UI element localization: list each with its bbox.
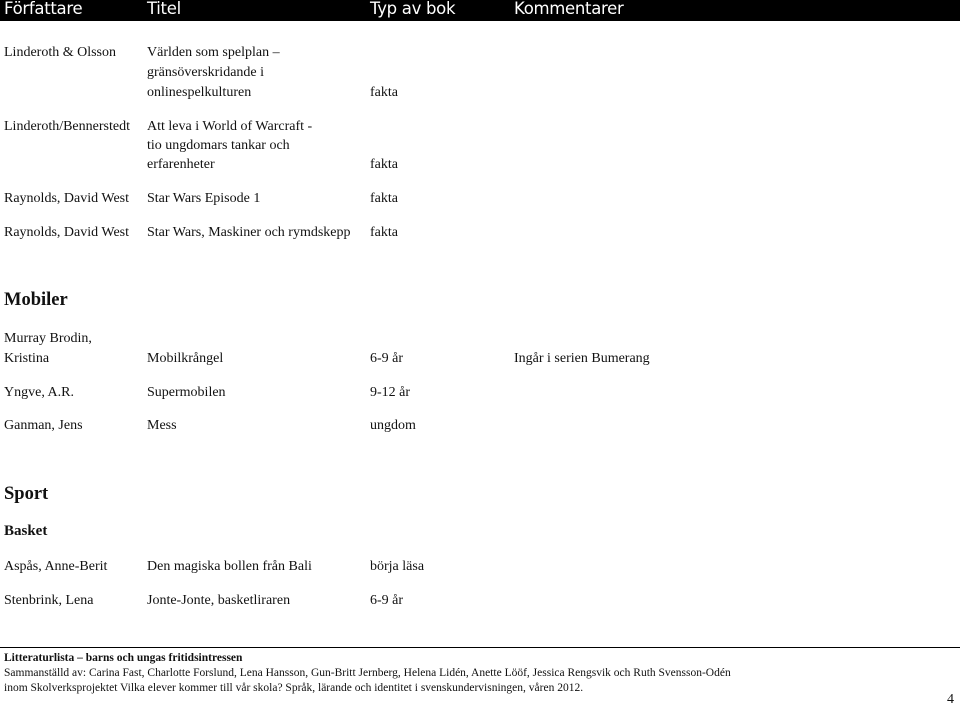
book-title: Mobilkrångel xyxy=(147,351,224,366)
book-author: Yngve, A.R. xyxy=(4,385,74,400)
book-author: Aspås, Anne-Berit xyxy=(4,559,108,574)
header-type: Typ av bok xyxy=(370,0,456,18)
book-author-line: Kristina xyxy=(4,351,50,366)
book-title-line: Världen som spelplan – xyxy=(147,45,280,60)
table-header-bar xyxy=(0,0,960,21)
page-number: 4 xyxy=(947,692,954,707)
book-title: Den magiska bollen från Bali xyxy=(147,559,312,574)
book-title-line: erfarenheter xyxy=(147,157,215,172)
book-author: Linderoth/Bennerstedt xyxy=(4,119,130,134)
footer-credits: Sammanställd av: Carina Fast, Charlotte Forslund, Lena Hansson, Gun-Britt Jernberg, Helena Lidén, Anette Lööf, Jessica Rengsvik och Ruth Svensson-Odén xyxy=(4,667,731,679)
book-type: 6-9 år xyxy=(370,593,404,608)
book-type: ungdom xyxy=(370,418,416,433)
book-title: Supermobilen xyxy=(147,385,226,400)
book-type: fakta xyxy=(370,85,398,100)
header-title: Titel xyxy=(147,0,181,18)
book-author-line: Murray Brodin, xyxy=(4,331,92,346)
book-author: Raynolds, David West xyxy=(4,225,129,240)
book-type: 9-12 år xyxy=(370,385,411,400)
book-title: Star Wars, Maskiner och rymdskepp xyxy=(147,225,351,240)
book-type: börja läsa xyxy=(370,559,425,574)
book-title: Star Wars Episode 1 xyxy=(147,191,261,206)
book-title-line: gränsöverskridande i xyxy=(147,65,265,80)
book-author: Raynolds, David West xyxy=(4,191,129,206)
book-author: Stenbrink, Lena xyxy=(4,593,94,608)
book-comment: Ingår i serien Bumerang xyxy=(514,351,650,366)
book-author: Linderoth & Olsson xyxy=(4,45,116,60)
header-comment: Kommentarer xyxy=(514,0,624,18)
footer-project: inom Skolverksprojektet Vilka elever kommer till vår skola? Språk, lärande och identitet i svenskundervisningen, våren 2012. xyxy=(4,682,584,694)
book-title-line: tio ungdomars tankar och xyxy=(147,138,290,153)
book-title-line: onlinespelkulturen xyxy=(147,85,252,100)
book-title: Jonte-Jonte, basketliraren xyxy=(147,593,291,608)
book-title-line: Att leva i World of Warcraft - xyxy=(147,119,313,134)
section-heading-sport: Sport xyxy=(4,484,49,504)
book-type: fakta xyxy=(370,157,398,172)
book-type: 6-9 år xyxy=(370,351,404,366)
book-title: Mess xyxy=(147,418,177,433)
header-author: Författare xyxy=(4,0,83,18)
footer-title: Litteraturlista – barns och ungas fritidsintressen xyxy=(4,652,243,664)
section-heading-mobiler: Mobiler xyxy=(4,290,68,310)
subsection-heading-basket: Basket xyxy=(4,523,48,539)
footer-divider xyxy=(0,647,960,648)
book-type: fakta xyxy=(370,225,398,240)
book-author: Ganman, Jens xyxy=(4,418,83,433)
book-type: fakta xyxy=(370,191,398,206)
